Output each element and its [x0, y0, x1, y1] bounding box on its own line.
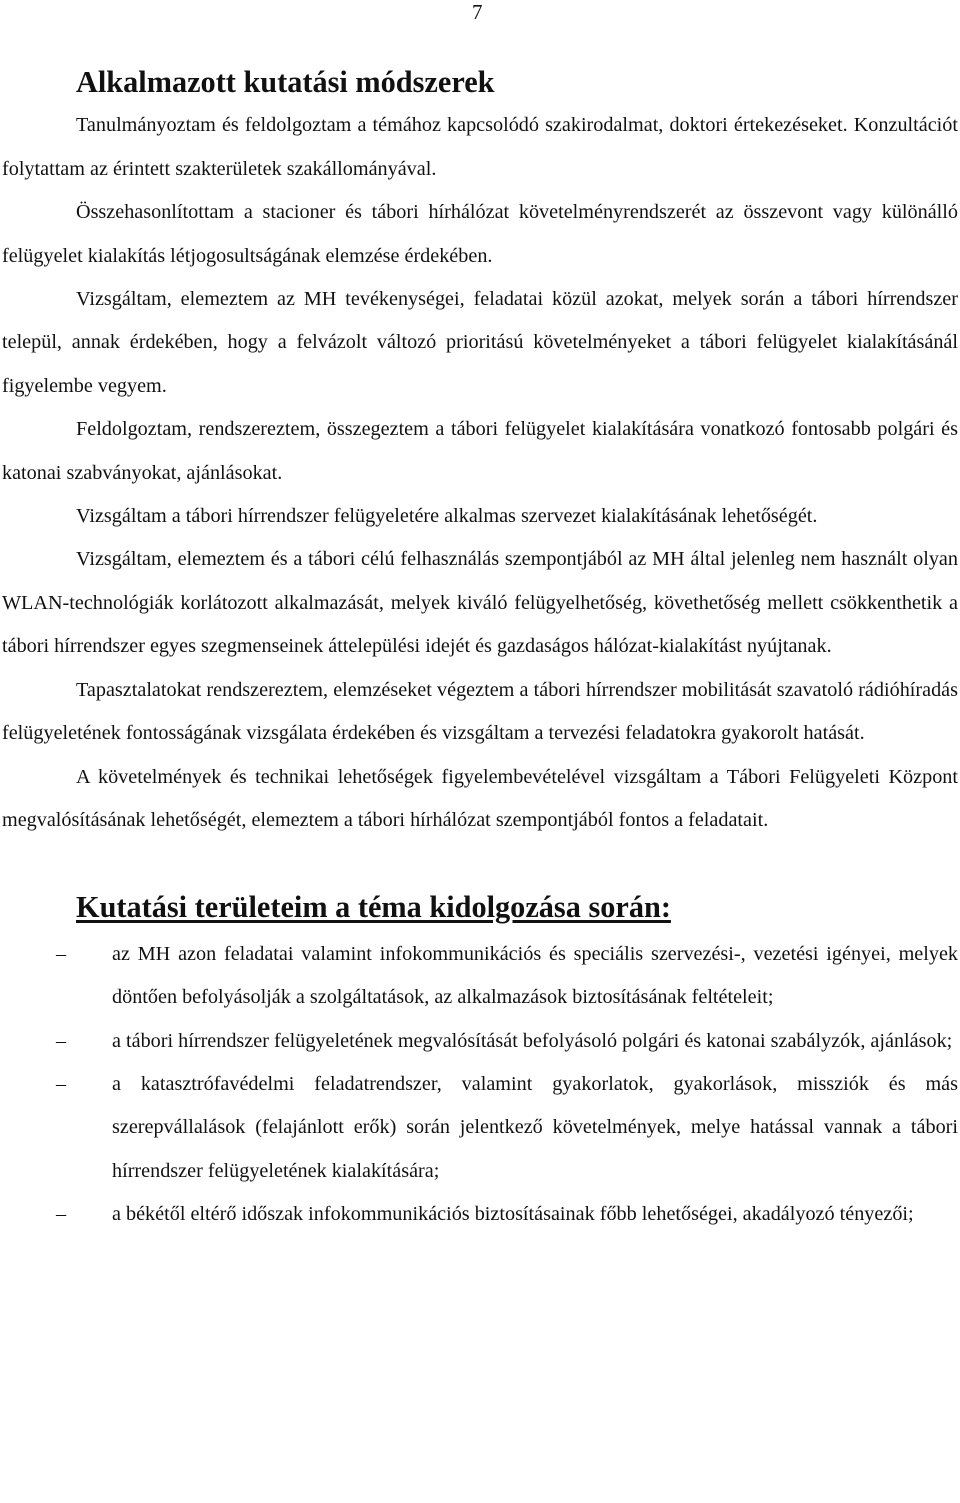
paragraph: A követelmények és technikai lehetőségek figyelembevételével vizsgáltam a Tábori Felügyeleti Központ megvalósításának lehetőségét, elemeztem a tábori hírhálózat szempontjából fontos a feladatait.: [2, 765, 958, 831]
paragraph: Összehasonlítottam a stacioner és tábori hírhálózat követelményrendszerét az összevont vagy különálló felügyelet kialakítás létjogosultságának elemzése érdekében.: [2, 201, 958, 267]
dash-bullet-icon: –: [56, 1072, 67, 1095]
list-item: [2, 933, 958, 1020]
list-item: [2, 1063, 958, 1193]
paragraph: Vizsgáltam, elemeztem az MH tevékenységei, feladatai közül azokat, melyek során a tábori hírrendszer települ, annak érdekében, hogy a felvázolt változó prioritású követelményeket a tábori felügyelet kialakításánál figyelembe vegyem.: [2, 288, 958, 397]
research-areas-list: [2, 933, 958, 1237]
list-item-text: a békétől eltérő időszak infokommunikációs biztosításainak főbb lehetőségei, akadályozó tényezői;: [112, 1203, 914, 1226]
paragraph: Vizsgáltam, elemeztem és a tábori célú felhasználás szempontjából az MH által jelenleg nem használt olyan WLAN-technológiák korlátozott alkalmazását, melyek kiváló felügyelhetőség, követhetőség mellett csökkenthetik a tábori hírrendszer egyes szegmenseinek áttelepülési idejét és gazdaságos hálózat-kialakítást nyújtanak.: [2, 548, 958, 658]
list-item-text: a katasztrófavédelmi feladatrendszer, valamint gyakorlatok, gyakorlások, missziók és más szerepvállalások (felajánlott erők) során jelentkező követelmények, melye hatással vannak a tábori hírrendszer felügyeletének kialakítására;: [112, 1072, 958, 1182]
list-item: [2, 1193, 958, 1236]
paragraph: Feldolgoztam, rendszereztem, összegeztem a tábori felügyelet kialakítására vonatkozó fontosabb polgári és katonai szabványokat, ajánlásokat.: [2, 418, 958, 484]
dash-bullet-icon: –: [56, 1029, 67, 1052]
section-heading-research-areas: Kutatási területeim a téma kidolgozása során:: [76, 890, 671, 925]
page-content: [2, 61, 958, 1237]
section-heading-methods: Alkalmazott kutatási módszerek: [76, 65, 495, 99]
list-item-text: az MH azon feladatai valamint infokommunikációs és speciális szervezési-, vezetési igényei, melyek döntően befolyásolják a szolgáltatások, az alkalmazások biztosításának feltételeit;: [112, 942, 958, 1009]
paragraph: Tapasztalatokat rendszereztem, elemzéseket végeztem a tábori hírrendszer mobilitását szavatoló rádióhíradás felügyeletének fontosságának vizsgálata érdekében és vizsgáltam a tervezési feladatokra gyakorolt hatását.: [2, 678, 958, 745]
paragraph: Vizsgáltam a tábori hírrendszer felügyeletére alkalmas szervezet kialakításának lehetőségét.: [76, 505, 818, 528]
list-item-text: a tábori hírrendszer felügyeletének megvalósítását befolyásoló polgári és katonai szabályzók, ajánlások;: [112, 1029, 953, 1052]
list-item: [2, 1020, 958, 1063]
paragraph: Tanulmányoztam és feldolgoztam a témához kapcsolódó szakirodalmat, doktori értekezéseket. Konzultációt folytattam az érintett szakterületek szakállományával.: [2, 114, 958, 180]
dash-bullet-icon: –: [56, 1203, 67, 1226]
page-number: 7: [472, 0, 483, 24]
dash-bullet-icon: –: [56, 942, 67, 965]
